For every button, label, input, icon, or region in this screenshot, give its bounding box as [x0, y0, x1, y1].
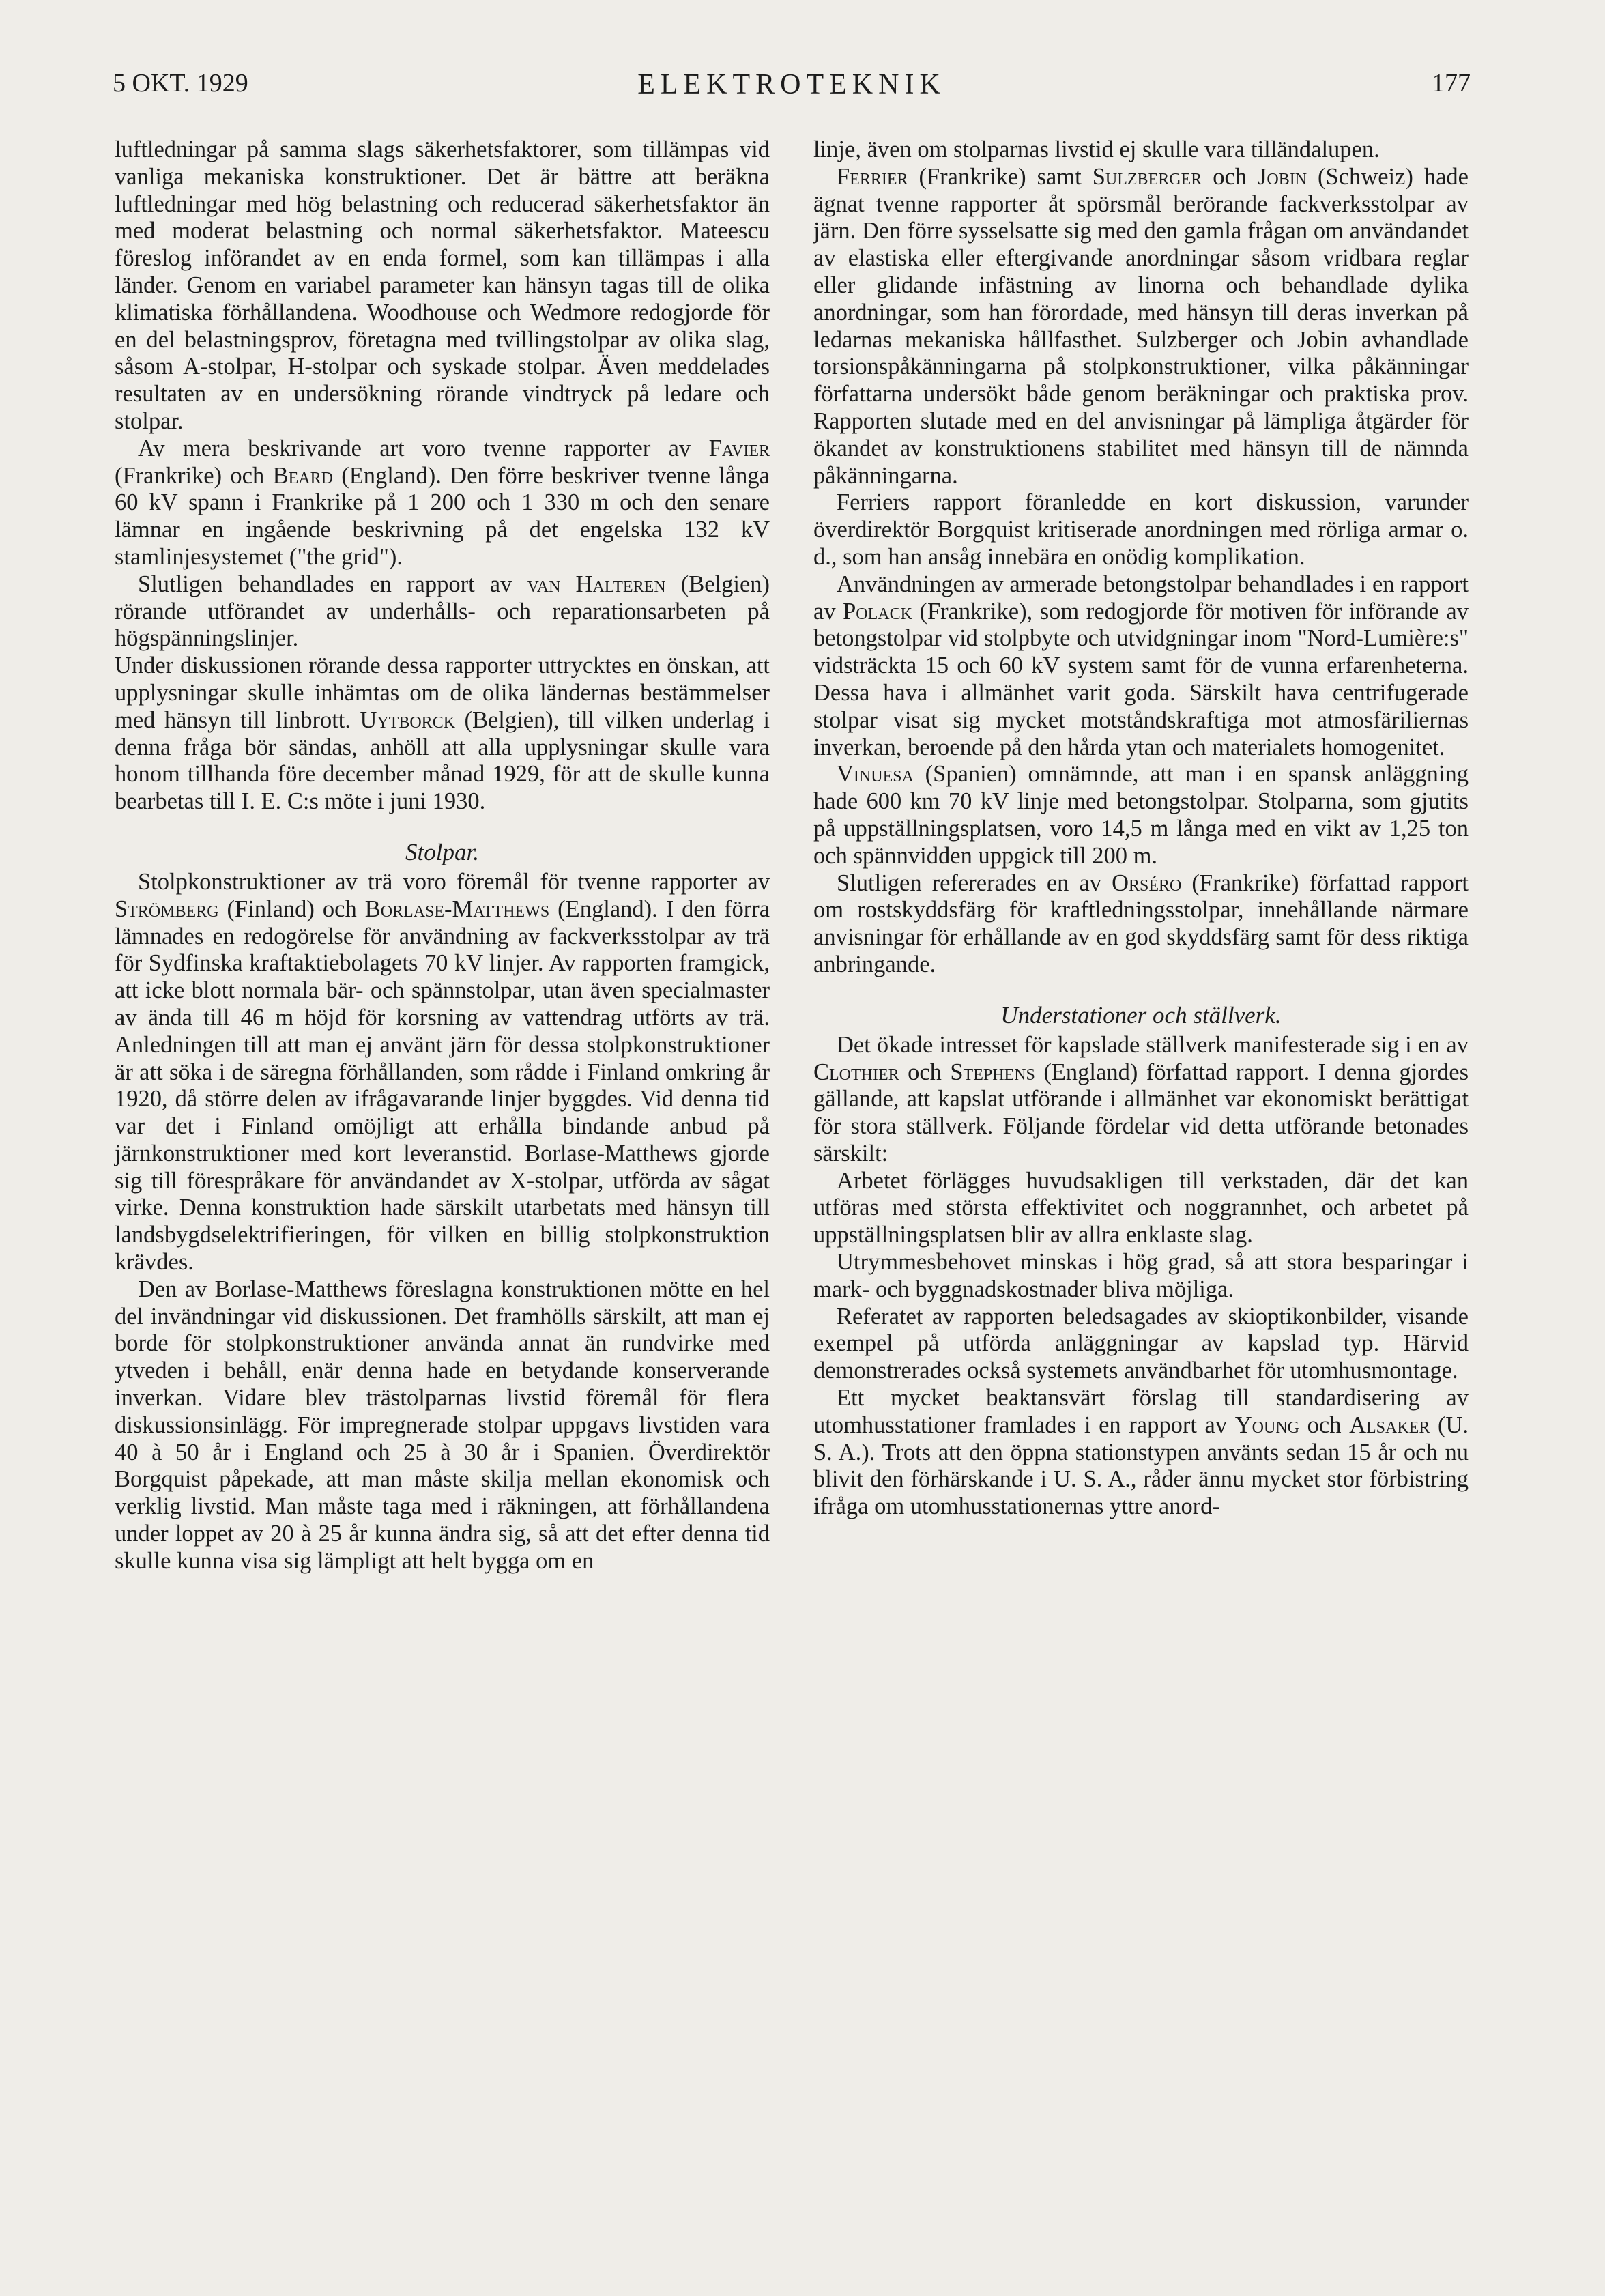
author-name: Borlase-Matthews — [364, 895, 550, 922]
paragraph: Den av Borlase-Matthews föreslagna konstruktionen mötte en hel del invändningar vid diskussionen. Det framhölls särskilt, att man ej borde för stolpkonstruktioner använda annat än rundvirke med ytveden i behåll, enär denna hade en betydande konserverande inverkan. Vidare blev trästolparnas livstid föremål för flera diskussionsinlägg. För impregnerade stolpar uppgavs livstiden vara 40 à 50 år i England och 25 à 30 år i Spanien. Överdirektör Borgquist påpekade, att man måste skilja mellan ekonomisk och verklig livstid. Man måste taga med i räkningen, att förhållandena under loppet av 20 à 25 år kunna ändra sig, så att det efter denna tid skulle kunna visa sig lämpligt att helt bygga om en — [115, 1276, 770, 1574]
paragraph: Stolpkonstruktioner av trä voro föremål för tvenne rapporter av Strömberg (Finland) och Borlase-Matthews (England). I den förra lämnades en redogörelse för användning av fackverksstolpar av trä för Sydfinska kraftaktiebolagets 70 kV linjer. Av rapporten framgick, att icke blott normala bär- och spännstolpar, utan även specialmaster av ända till 46 m höjd för korsning av vattendrag utförts av trä. Anledningen till att man ej använt järn för dessa stolpkonstruktioner är att söka i de säregna förhållanden, som rådde i Finland omkring år 1920, då större delen av ifrågavarande linjer byggdes. Vid denna tid var det i Finland omöjligt att erhålla bindande anbud på järnkonstruktioner med kort leveranstid. Borlase-Matthews gjorde sig till förespråkare för användandet av X-stolpar, utförda av sågat virke. Denna konstruktion hade särskilt utarbetats med hänsyn till landsbygdselektrifieringen, för vilken en billig stolpkonstruktion krävdes. — [115, 868, 770, 1276]
author-name: Jobin — [1257, 163, 1307, 190]
author-name: Ferrier — [837, 163, 908, 190]
section-heading: Stolpar. — [405, 838, 479, 865]
paragraph: Ferrier (Frankrike) samt Sulzberger och Jobin (Schweiz) hade ägnat tvenne rapporter åt spörsmål berörande fackverksstolpar av järn. Den förre sysselsatte sig med den gamla frågan om användandet av elastiska eller eftergivande anordningar såsom vridbara reglar eller glidande infästning av linorna och behandlade dylika anordningar, som han förordade, med hänsyn till deras inverkan på ledarnas mekaniska hållfasthet. Sulzberger och Jobin avhandlade torsionspåkänningarna på stolpkonstruktioner, vilka påkänningar författarna undersökt både genom beräkningar och praktiska prov. Rapporten slutade med en del anvisningar på lämpliga åtgärder för ökandet av konstruktionens stabilitet med hänsyn till de nämnda påkänningarna. — [813, 163, 1469, 489]
author-name: Young — [1234, 1411, 1299, 1438]
left-column — [115, 137, 770, 1575]
paragraph: linje, även om stolparnas livstid ej skulle vara tilländalupen. — [813, 137, 1380, 162]
author-name: van Halteren — [527, 571, 666, 597]
author-name: Favier — [708, 435, 770, 461]
journal-title: ELEKTROTEKNIK — [637, 69, 946, 100]
author-name: Uytborck — [360, 706, 456, 733]
author-name: Vinuesa — [837, 761, 914, 788]
paragraph: Slutligen behandlades en rapport av van Halteren (Belgien) rörande utförandet av underhålls- och reparationsarbeten på högspänningslinjer. — [115, 571, 770, 652]
section-heading: Understationer och ställverk. — [1000, 1001, 1282, 1029]
paragraph: Ett mycket beaktansvärt förslag till standardisering av utomhusstationer framlades i en rapport av Young och Alsaker (U. S. A.). Trots att den öppna stationstypen använts sedan 15 år och nu blivit den förhärskande i U. S. A., råder ännu mycket stor förbistring ifråga om utomhusstationernas yttre anord- — [813, 1385, 1469, 1520]
paragraph: Utrymmesbehovet minskas i hög grad, så att stora besparingar i mark- och byggnadskostnader bliva möjliga. — [813, 1249, 1469, 1302]
paragraph: Vinuesa (Spanien) omnämnde, att man i en spansk anläggning hade 600 km 70 kV linje med betongstolpar. Stolparna, som gjutits på uppställningsplatsen, voro 14,5 m långa med en vikt av 1,25 ton och spännvidden uppgick till 200 m. — [813, 761, 1469, 869]
right-column — [813, 137, 1469, 1521]
author-name: Orséro — [1112, 870, 1182, 896]
page-number: 177 — [1432, 69, 1471, 98]
paragraph: Under diskussionen rörande dessa rapporter uttrycktes en önskan, att upplysningar skulle inhämtas om de olika ländernas bestämmelser med hänsyn till linbrott. Uytborck (Belgien), till vilken underlag i denna fråga bör sändas, anhöll att alla upplysningar skulle vara honom tillhanda före december månad 1929, för att de skulle kunna bearbetas till I. E. C:s möte i juni 1930. — [115, 652, 770, 815]
paragraph: Av mera beskrivande art voro tvenne rapporter av Favier (Frankrike) och Beard (England). Den förre beskriver tvenne långa 60 kV spann i Frankrike på 1 200 och 1 330 m och den senare lämnar en ingående beskrivning på det engelska 132 kV stamlinjesystemet ("the grid"). — [115, 435, 770, 570]
author-name: Stephens — [950, 1059, 1035, 1085]
paragraph: Användningen av armerade betongstolpar behandlades i en rapport av Polack (Frankrike), som redogjorde för motiven för införande av betongstolpar vid stolpbyte och utvidgningar inom "Nord-Lumière:s" vidsträckta 15 och 60 kV system samt för de vunna erfarenheterna. Dessa hava i allmänhet varit goda. Särskilt hava centrifugerade stolpar visat sig mycket motståndskraftiga mot atmosfäriliernas inverkan, beroende på den hårda ytan och materialets homogenitet. — [813, 571, 1469, 760]
author-name: Alsaker — [1349, 1411, 1430, 1438]
paragraph: Slutligen refererades en av Orséro (Frankrike) författad rapport om rostskyddsfärg för kraftledningsstolpar, innehållande närmare anvisningar för erhållande av en god skyddsfärg samt för dess riktiga anbringande. — [813, 870, 1469, 977]
paragraph: Det ökade intresset för kapslade ställverk manifesterade sig i en av Clothier och Stephens (England) författad rapport. I denna gjordes gällande, att kapslat utförande i allmänhet var ekonomiskt berättigat för stora ställverk. Följande fördelar vid detta utförande betonades särskilt: — [813, 1031, 1469, 1166]
paragraph: Ferriers rapport föranledde en kort diskussion, varunder överdirektör Borgquist kritiserade anordningen med rörliga armar o. d., som han ansåg innebära en onödig komplikation. — [813, 489, 1469, 570]
paragraph: Referatet av rapporten beledsagades av skioptikonbilder, visande exempel på utförda anläggningar av kapslad typ. Härvid demonstrerades också systemets användbarhet för utomhusmontage. — [813, 1303, 1469, 1384]
author-name: Strömberg — [115, 895, 219, 922]
issue-date: 5 OKT. 1929 — [113, 69, 248, 98]
author-name: Sulzberger — [1092, 163, 1202, 190]
paragraph: luftledningar på samma slags säkerhetsfaktorer, som tillämpas vid vanliga mekaniska konstruktioner. Det är bättre att beräkna luftledningar med hög belastning och reducerad säkerhetsfaktor än med moderat belastning och normal säkerhetsfaktor. Mateescu föreslog införandet av en enda formel, som kan tillämpas i alla länder. Genom en variabel parameter kan hänsyn tagas till de olika klimatiska förhållandena. Woodhouse och Wedmore redogjorde för en del belastningsprov, företagna med tvillingstolpar av olika slag, såsom A-stolpar, H-stolpar och syskade stolpar. Även meddelades resultaten av en undersökning rörande vindtryck på ledare och stolpar. — [115, 137, 770, 434]
page-header — [113, 68, 1471, 116]
paragraph: Arbetet förlägges huvudsakligen till verkstaden, där det kan utföras med största effektivitet och noggrannhet, och arbetet på uppställningsplatsen blir av allra enklaste slag. — [813, 1167, 1469, 1248]
author-name: Beard — [272, 462, 333, 489]
author-name: Clothier — [813, 1059, 899, 1085]
author-name: Polack — [843, 598, 912, 625]
